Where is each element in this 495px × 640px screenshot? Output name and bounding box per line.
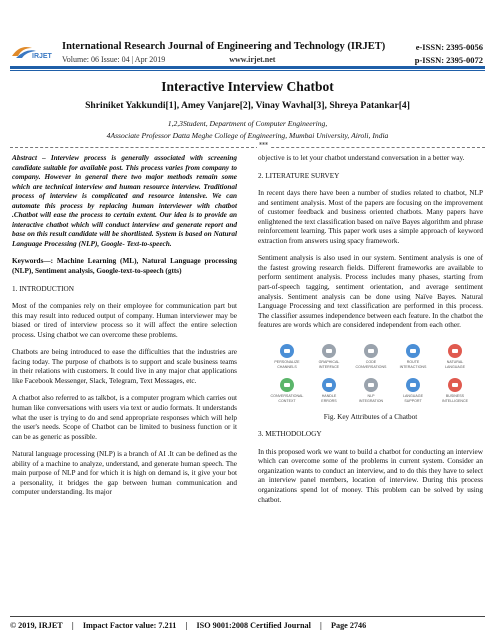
figure-icon-label: INTERACTIONS [399,364,426,369]
figure-icon-label: BUSINESS [445,393,464,398]
right-column [258,154,483,513]
intro-paragraph-3: A chatbot also referred to as talkbot, is a computer program which carries out human like conversations with users via text or audio formats. It understands what the user is trying to do and send appropriate responses which will help the user's needs. Scope of Chatbot can be limited to business function or it can be as generic as possible. [12,394,237,441]
figure-icon-label: CODE [365,359,376,364]
page-number: Page 2746 [330,621,367,630]
figure-icon-6 [270,378,303,403]
figure-icon-label: PERSONALIZE [273,359,300,364]
methodology-heading: 3. METHODOLOGY [258,430,322,439]
left-column [12,154,237,506]
literature-heading: 2. LITERATURE SURVEY [258,171,340,180]
intro-paragraph-1: Most of the companies rely on their employee for communication part but this may result into reduced output of company. Human interviewer may be biased or tired of interview process so it will affect the entire selection process. Using chatbot we can overcome these problems. [12,302,237,339]
page-header [0,0,495,70]
figure-icon-label: LANGUAGE [444,364,465,369]
iso-certification: ISO 9001:2008 Certified Journal [196,621,311,630]
figure-icon-label: CHANNELS [276,364,297,369]
methodology-paragraph: In this proposed work we want to build a chatbot for conducting an interview which can overcome some of the problems in current system. Consider an organization wants to conduct an interview, and to do this they have to select an interview panel members, location of interview. During this process organizations spend lot of money. This problem can be solved by using chatbot. [258,447,483,504]
figure-icon-label: GRAPHICAL [318,359,339,364]
figure-icon-label: SUPPORT [403,398,422,403]
figure-caption: Fig. Key Attributes of a Chatbot [323,412,418,421]
figure-icon-label: ERRORS [320,398,337,403]
figure-icon-label: NATURAL [446,359,463,364]
volume-issue: Volume: 06 Issue: 04 | Apr 2019 [62,55,166,64]
figure-icon-label: CONVERSATIONS [355,364,386,369]
affiliation-professor: 4Associate Professor Datta Meghe College of Engineering, Mumbai University, Airoli, India [106,131,389,140]
impact-factor: Impact Factor value: 7.211 [82,621,177,630]
p-issn: p-ISSN: 2395-0072 [414,55,483,65]
chatbot-attributes-figure [266,339,476,407]
figure-icon-1 [274,344,300,369]
figure-icon-label: INTELLIGENCE [441,398,468,403]
figure-graphic [266,339,476,407]
header-rule-thin [10,70,485,71]
figure-icon-label: NLP [367,393,374,398]
footer-rule [10,616,485,617]
figure-icon-7 [321,378,337,403]
figure-icon-9 [403,378,424,403]
figure-icon-8 [358,378,383,403]
intro-paragraph-2: Chatbots are being introduced to ease the difficulties that the industries are facing today. The purpose of chatbots is to support and scale business teams in their relations with customers. It could live in any major chat applications like Facebook Messenger, Slack, Telegram, Text Messages, etc. [12,348,237,385]
figure-icon-label: ROUTE [406,359,419,364]
copyright: © 2019, IRJET [10,621,63,630]
figure-icon-label: HANDLE [321,393,336,398]
figure-icon-4 [399,344,426,369]
separator: *** [10,147,485,152]
right-paragraph-0: objective is to let your chatbot understand conversation in a better way. [258,154,465,162]
irjet-logo [10,42,62,60]
paper-title: Interactive Interview Chatbot [161,79,334,94]
affiliation-students: 1,2,3Student, Department of Computer Engineering, [167,119,328,128]
intro-heading: 1. INTRODUCTION [12,284,75,293]
intro-paragraph-4: Natural language processing (NLP) is a branch of AI .It can be defined as the ability of a machine to analyze, understand, and generate human speech. The main purpose of NLP and for which it is high on demand is, it give your bot a personality, it bridges the gap between human communication and computer understanding. Its major [12,450,237,497]
logo-text: IRJET [32,53,52,60]
literature-paragraph-1: In recent days there have been a number of studies related to chatbot, NLP and sentiment analysis. Most of the papers are focusing on the improvement of customer feedback and business oriented chatbots. Many papers have enlightened the text classification based on naïve Bayes algorithm and phrase reinforcement learning. This paper work uses a simple approach of keyword extraction from answers using spacy framework. [258,189,483,245]
literature-paragraph-2: Sentiment analysis is also used in our system. Sentiment analysis is one of the fastest growing research fields. Different frameworks are available to perform sentiment analysis. Process includes many phases, starting from part-of-speech tagging, sentiment orientation, and average sentiment analysis. Sentiment analysis can be done using Naïve Bayes. Natural Language Processing and text classification are performed in this process. The classifier assumes independence between each feature. In the chatbot the features are words which are considered independent from each other. [258,254,483,330]
journal-website: www.irjet.net [229,55,276,64]
e-issn: e-ISSN: 2395-0056 [415,42,483,52]
figure-icon-5 [445,344,466,369]
figure-icon-label: CONVERSATIONAL [270,393,303,398]
figure-icon-3 [355,344,386,369]
figure-icon-2 [318,344,339,369]
figure-icon-label: INTEGRATION [358,398,383,403]
paper-authors [0,100,495,111]
page-footer: © 2019, IRJET | Impact Factor value: 7.211 | ISO 9001:2008 Certified Journal | Page 2746 [10,621,367,630]
authors-text: Shriniket Yakkundi[1], Amey Vanjare[2], Vinay Wavhal[3], Shreya Patankar[4] [85,100,410,111]
figure-icon-label: LANGUAGE [402,393,423,398]
figure-icon-label: CONTEXT [277,398,296,403]
keywords: Keywords—: Machine Learning (ML), Natural Language processing (NLP), Sentiment analysis, Google-text-to-speech (gtts) [12,257,237,276]
abstract: Abstract – Interview process is generally associated with screening candidate suitable for available post. This process varies from company to company. However in general there two major methods remain some which are technical interview and human resource interview. Traditional process of interview is complicated and resource intensive. We can automate this process by replacing human interviewer with chatbot .Chatbot will ease the process to certain extent. Our idea is to provide an interactive chatbot which will conduct interview and generate report and base on this result candidate will be shortlisted. System is based on Natural Language Processing (NLP), Google- Text-to-speech. [12,154,237,248]
journal-name: International Research Journal of Engineering and Technology (IRJET) [62,41,386,52]
figure-icon-label: INTERFACE [318,364,339,369]
figure-icon-10 [442,378,469,403]
volume-line [62,55,275,64]
header-rule [10,66,485,69]
